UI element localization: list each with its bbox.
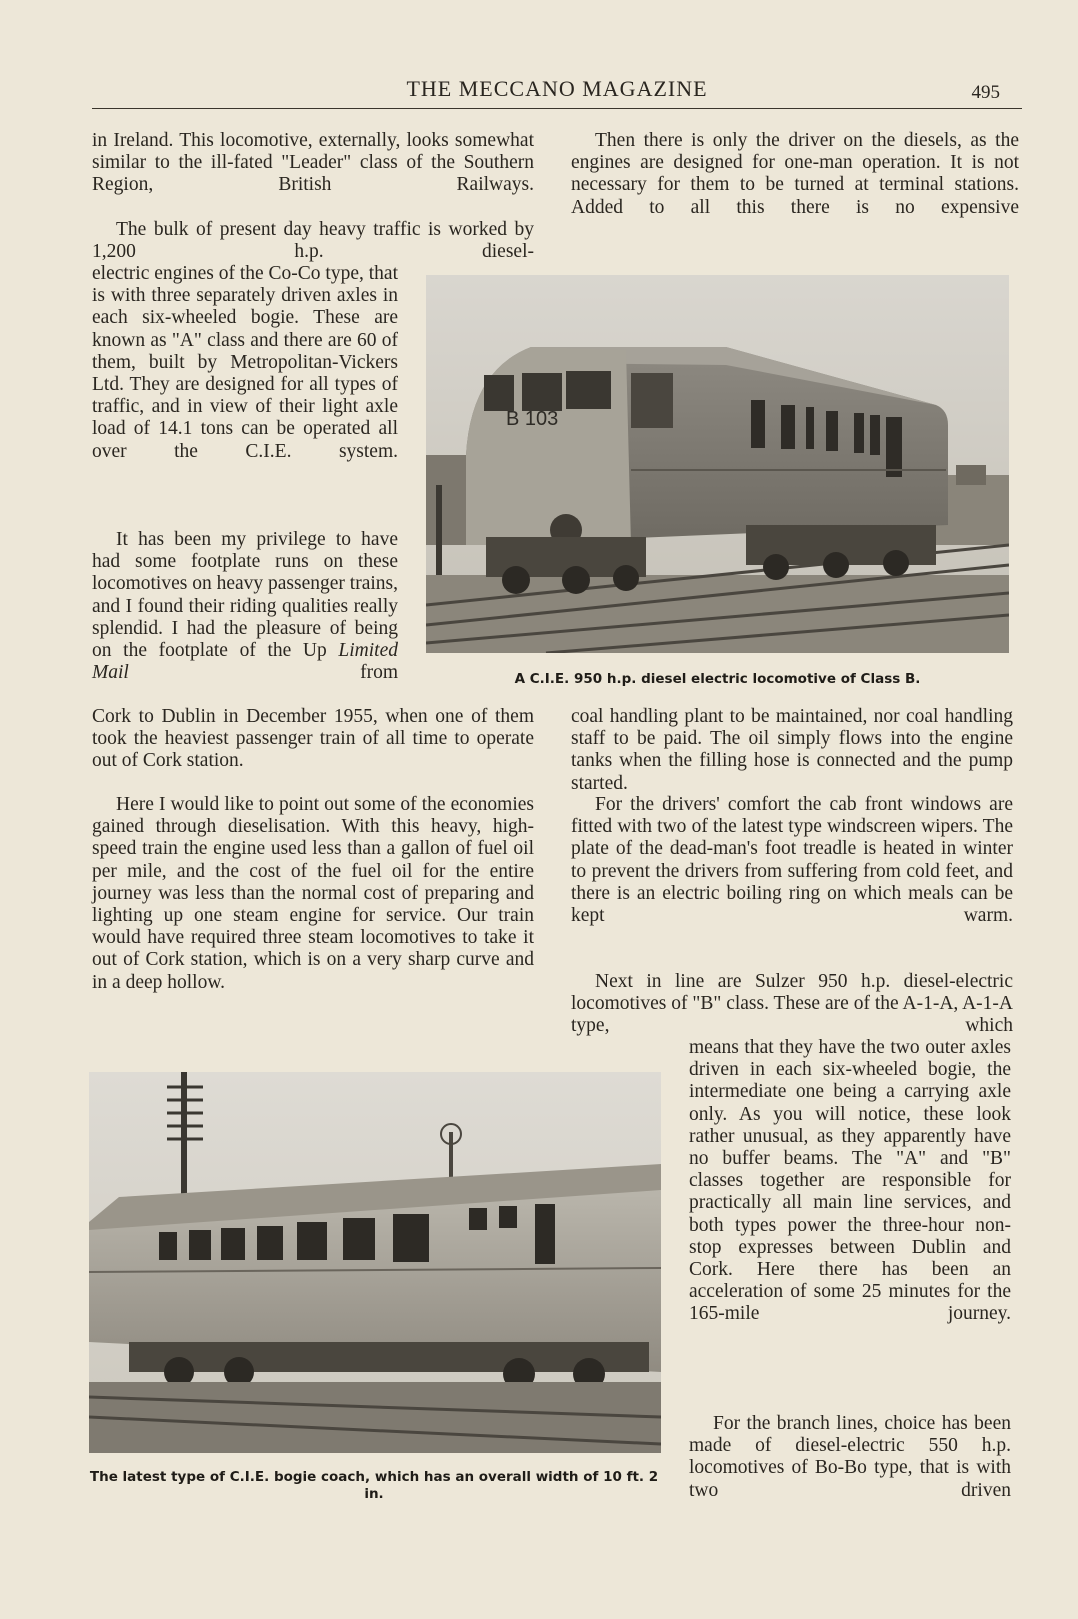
left-para-3-text-a: It has been my privilege to have had some footplate runs on these locomotives on heavy passenger trains, and I found their riding qualities really splendid. I had the pleasure of being on the footplate of the Up [92, 529, 398, 662]
right-para-3-wide: Next in line are Sulzer 950 h.p. diesel-electric locomotives of "B" class. These are of the A-1-A, A-1-A type, which [571, 971, 1013, 1037]
left-para-3-text-b: from [360, 662, 398, 684]
locomotive-number: B 103 [506, 408, 559, 430]
coach-photo-caption: The latest type of C.I.E. bogie coach, which has an overall width of 10 ft. 2 in. [89, 1469, 659, 1502]
locomotive-photo-caption: A C.I.E. 950 h.p. diesel electric locomotive of Class B. [514, 671, 921, 687]
right-para-1: Then there is only the driver on the diesels, as the engines are designed for one-man operation. It is not necessary for them to be turned at terminal stations. Added to all this there is no expensive [571, 130, 1019, 218]
coach-photo [89, 1072, 661, 1453]
page-number: 495 [971, 82, 1000, 103]
right-para-1-cont: coal handling plant to be maintained, nor coal handling staff to be paid. The oil simply flows into the engine tanks when the filling hose is connected and the pump started. [571, 706, 1013, 794]
left-para-3-wide: Cork to Dublin in December 1955, when one of them took the heaviest passenger train of all time to operate out of Cork station. [92, 706, 534, 772]
coach-illustration [89, 1072, 661, 1453]
left-para-2-narrow: electric engines of the Co-Co type, that is with three separately driven axles in each six-wheeled bogie. These are known as "A" class and there are 60 of them, built by Metropolitan-Vickers Ltd. They are designed for all types of traffic, and in view of their light axle load of 14.1 tons can be operated all over the C.I.E. system. [92, 263, 398, 462]
left-para-3-narrow [92, 529, 398, 684]
limited-mail-train-name: Limited Mail [92, 640, 399, 684]
left-para-2-wide: The bulk of present day heavy traffic is worked by 1,200 h.p. diesel- [92, 219, 534, 263]
right-para-2: For the drivers' comfort the cab front windows are fitted with two of the latest type windscreen wipers. The plate of the dead-man's foot treadle is heated in winter to prevent the drivers from suffering from cold feet, and there is an electric boiling ring on which meals can be kept warm. [571, 794, 1013, 927]
locomotive-illustration [426, 275, 1009, 653]
left-para-1: in Ireland. This locomotive, externally, looks somewhat similar to the ill-fated "Leader" class of the Southern Region, British Railways. [92, 130, 534, 196]
right-para-4: For the branch lines, choice has been made of diesel-electric 550 h.p. locomotives of Bo-Bo type, that is with two driven [689, 1413, 1011, 1501]
left-para-4: Here I would like to point out some of the economies gained through dieselisation. With this heavy, high-speed train the engine used less than a gallon of fuel oil per mile, and the cost of the fuel oil for the entire journey was less than the normal cost of preparing and lighting up one steam engine for service. Our train would have required three steam locomotives to take it out of Cork station, which is on a very sharp curve and in a deep hollow. [92, 794, 534, 993]
right-para-3-narrow: means that they have the two outer axles driven in each six-wheeled bogie, the intermediate one being a carrying axle only. As you will notice, these look rather unusual, as they apparently have no buffer beams. The "A" and "B" classes together are responsible for practically all main line services, and both types power the three-hour non-stop expresses between Dublin and Cork. Here there has been an acceleration of some 25 minutes for the 165-mile journey. [689, 1037, 1011, 1325]
magazine-title: THE MECCANO MAGAZINE [406, 76, 708, 101]
locomotive-photo [426, 275, 1009, 653]
running-header [92, 74, 1022, 109]
